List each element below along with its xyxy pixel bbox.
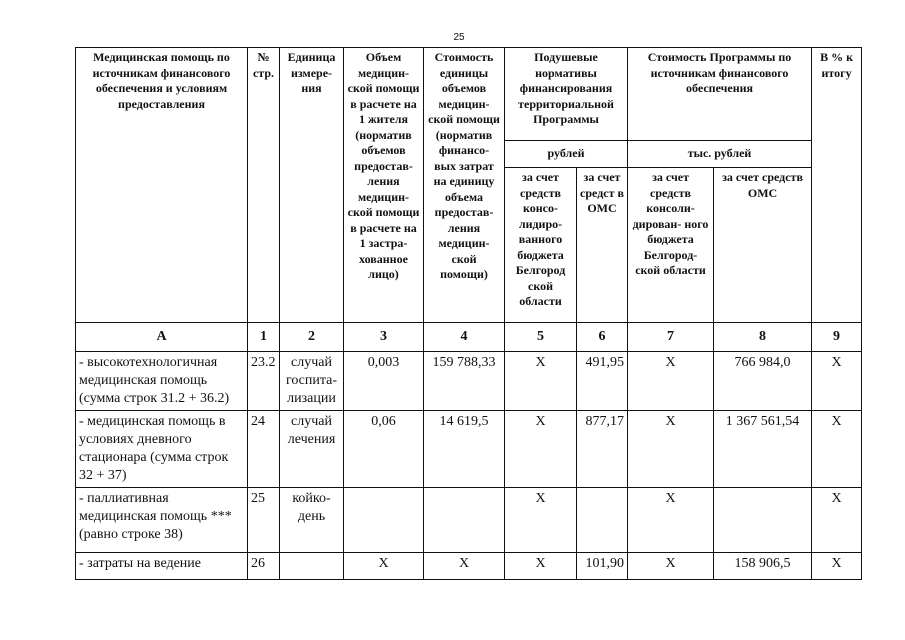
page-number: 25 <box>453 32 465 43</box>
row-share: Х <box>812 352 862 411</box>
row-per-capita-oms: 101,90 <box>577 553 628 580</box>
header-share: В % к итогу <box>812 48 862 323</box>
row-per-capita-oms <box>577 488 628 553</box>
row-volume: 0,003 <box>344 352 424 411</box>
row-cost-oms <box>714 488 812 553</box>
row-cost-budget: Х <box>628 411 714 488</box>
row-line-number: 26 <box>248 553 280 580</box>
column-index: 4 <box>424 323 505 352</box>
table-row <box>76 352 862 411</box>
column-index: 3 <box>344 323 424 352</box>
column-index: 2 <box>280 323 344 352</box>
header-unit: Единица измере- ния <box>280 48 344 323</box>
header-thousand-rubles: тыс. рублей <box>628 141 812 168</box>
row-cost-budget: Х <box>628 352 714 411</box>
row-per-capita-oms: 491,95 <box>577 352 628 411</box>
header-cost-oms: за счет средств ОМС <box>714 168 812 323</box>
row-per-capita-budget: Х <box>505 411 577 488</box>
column-index: 7 <box>628 323 714 352</box>
row-per-capita-budget: Х <box>505 488 577 553</box>
header-care-type: Медицинская помощь по источникам финансового обеспечения и условиям предоставления <box>76 48 248 323</box>
row-unit-cost: 14 619,5 <box>424 411 505 488</box>
header-row-1 <box>76 48 862 141</box>
row-unit-cost <box>424 488 505 553</box>
row-name: - затраты на ведение <box>76 553 248 580</box>
row-name: - медицинская помощь в условиях дневного стационара (сумма строк 32 + 37) <box>76 411 248 488</box>
row-share: Х <box>812 488 862 553</box>
header-volume: Объем медицин- ской помощи в расчете на 1 жителя (норматив объемов предостав- ления медицин- ской помощи в расчете на 1 застра- хованное лицо) <box>344 48 424 323</box>
row-line-number: 23.2 <box>248 352 280 411</box>
table-row <box>76 488 862 553</box>
header-cost-budget: за счет средств консоли- дирован- ного бюджета Белгород- ской области <box>628 168 714 323</box>
row-per-capita-budget: Х <box>505 352 577 411</box>
column-index: 1 <box>248 323 280 352</box>
header-per-capita: Подушевые нормативы финансирования территориальной Программы <box>505 48 628 141</box>
column-index: А <box>76 323 248 352</box>
row-unit: случай госпита- лизации <box>280 352 344 411</box>
row-volume: Х <box>344 553 424 580</box>
row-cost-oms: 1 367 561,54 <box>714 411 812 488</box>
row-per-capita-budget: Х <box>505 553 577 580</box>
row-per-capita-oms: 877,17 <box>577 411 628 488</box>
row-name: - паллиативная медицинская помощь *** (равно строке 38) <box>76 488 248 553</box>
header-unit-cost: Стоимость единицы объемов медицин- ской помощи (норматив финансо- вых затрат на единицу объема предостав- ления медицин- ской помощи) <box>424 48 505 323</box>
column-index: 8 <box>714 323 812 352</box>
row-name: - высокотехнологичная медицинская помощь (сумма строк 31.2 + 36.2) <box>76 352 248 411</box>
program-cost-table <box>75 47 862 580</box>
column-index-row <box>76 323 862 352</box>
row-share: Х <box>812 411 862 488</box>
row-unit: случай лечения <box>280 411 344 488</box>
row-line-number: 24 <box>248 411 280 488</box>
header-line-number: № стр. <box>248 48 280 323</box>
row-line-number: 25 <box>248 488 280 553</box>
header-per-capita-budget: за счет средств консо- лидиро- ванного бюджета Белгород ской области <box>505 168 577 323</box>
row-unit <box>280 553 344 580</box>
column-index: 6 <box>577 323 628 352</box>
row-volume: 0,06 <box>344 411 424 488</box>
header-program-cost: Стоимость Программы по источникам финансового обеспечения <box>628 48 812 141</box>
column-index: 9 <box>812 323 862 352</box>
header-per-capita-oms: за счет средст в ОМС <box>577 168 628 323</box>
row-unit-cost: 159 788,33 <box>424 352 505 411</box>
row-unit-cost: Х <box>424 553 505 580</box>
row-volume <box>344 488 424 553</box>
header-rubles: рублей <box>505 141 628 168</box>
row-cost-budget: Х <box>628 553 714 580</box>
row-share: Х <box>812 553 862 580</box>
table-row <box>76 411 862 488</box>
row-cost-budget: Х <box>628 488 714 553</box>
row-cost-oms: 158 906,5 <box>714 553 812 580</box>
table-row <box>76 553 862 580</box>
row-unit: койко- день <box>280 488 344 553</box>
column-index: 5 <box>505 323 577 352</box>
row-cost-oms: 766 984,0 <box>714 352 812 411</box>
